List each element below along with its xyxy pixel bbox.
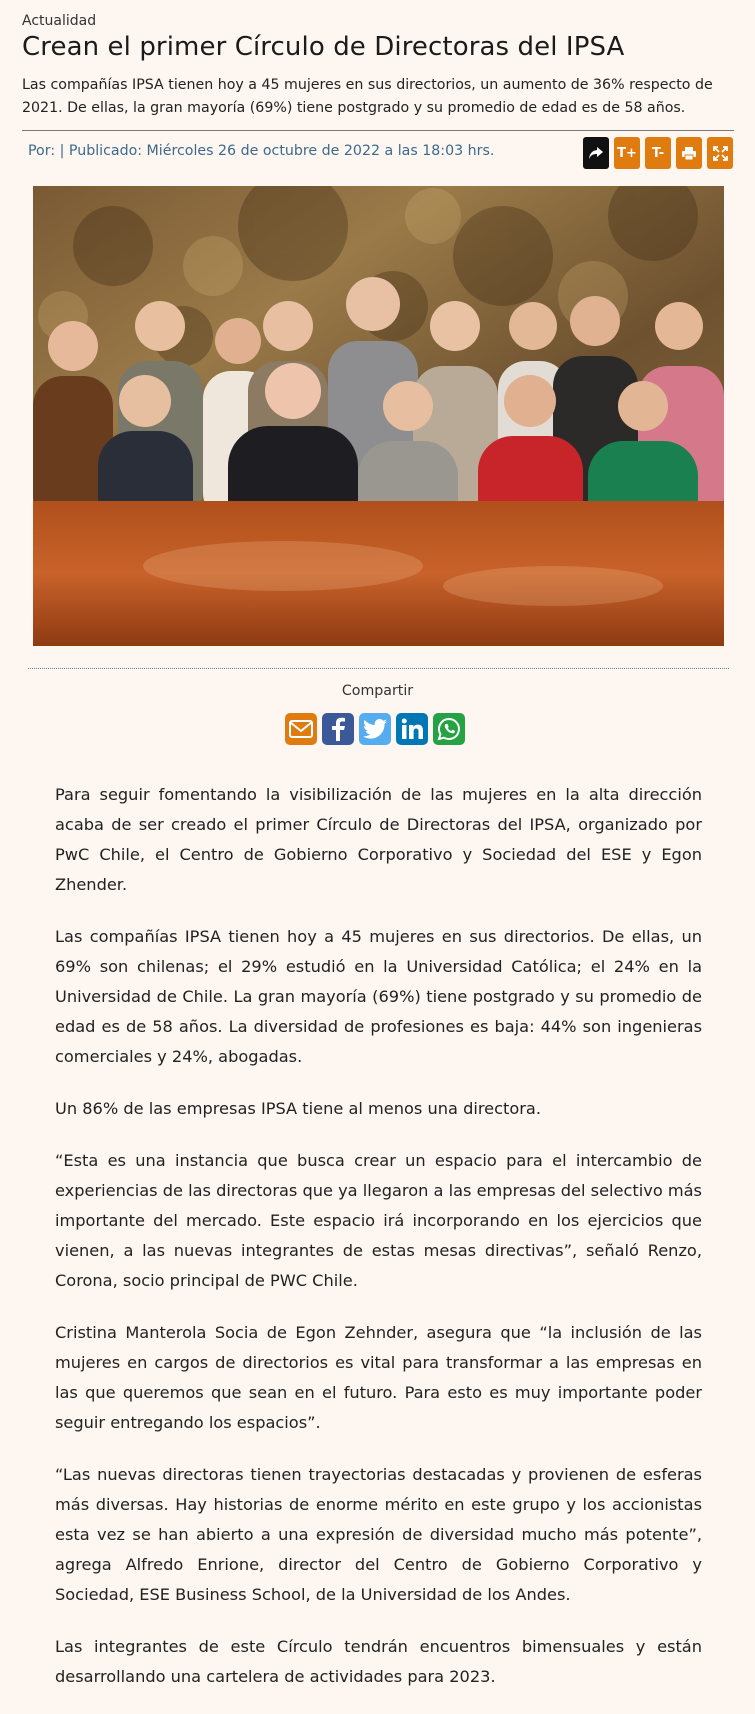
paragraph: Un 86% de las empresas IPSA tiene al menos una directora. [55,1099,541,1118]
printer-icon [681,146,697,161]
share-twitter-button[interactable] [359,713,391,745]
article-body [55,780,702,1714]
divider [22,130,734,131]
fullscreen-icon [713,146,728,161]
whatsapp-icon [437,717,461,741]
facebook-icon [331,717,345,741]
paragraph: Las integrantes de este Círculo tendrán encuentros bimensuales y están desarrollando una cartelera de actividades para 2023. [55,1637,702,1686]
font-decrease-button[interactable]: T- [645,137,671,169]
email-icon [289,720,313,738]
twitter-icon [363,719,387,739]
article-lead: Las compañías IPSA tienen hoy a 45 mujeres en sus directorios, un aumento de 36% respecto de 2021. De ellas, la gran mayoría (69%) tiene postgrado y su promedio de edad es de 58 años. [22,77,713,116]
paragraph: Las compañías IPSA tienen hoy a 45 mujeres en sus directorios. De ellas, un 69% son chilenas; el 29% estudió en la Universidad Católica; el 24% en la Universidad de Chile. La gran mayoría (69%) tiene postgrado y su promedio de edad es de 58 años. La diversidad de profesiones es baja: 44% son ingenieras comerciales y 24%, abogadas. [55,927,702,1066]
section-label[interactable]: Actualidad [22,13,97,29]
dotted-divider [28,668,729,669]
article-toolbar [583,137,733,169]
paragraph: “Las nuevas directoras tienen trayectorias destacadas y provienen de esferas más diversas. Hay historias de enorme mérito en este grupo y los accionistas esta vez se han abierto a una expresión de diversidad mucho más potente”, agrega Alfredo Enrione, director del Centro de Gobierno Corporativo y Sociedad, ESE Business School, de la Universidad de los Andes. [55,1465,702,1604]
paragraph: “Esta es una instancia que busca crear un espacio para el intercambio de experiencias de las directoras que ya llegaron a las empresas del selectivo más importante del mercado. Este espacio irá incorporando en los ejercicios que vienen, a las nuevas integrantes de estas mesas directivas”, señaló Renzo, Corona, socio principal de PWC Chile. [55,1151,702,1290]
group-photo-illustration [33,186,724,646]
fullscreen-button[interactable] [707,137,733,169]
share-email-button[interactable] [285,713,317,745]
page-title: Crean el primer Círculo de Directoras del IPSA [22,32,625,62]
share-linkedin-button[interactable] [396,713,428,745]
paragraph: Para seguir fomentando la visibilización de las mujeres en la alta dirección acaba de ser creado el primer Círculo de Directoras del IPSA, organizado por PwC Chile, el Centro de Gobierno Corporativo y Sociedad del ESE y Egon Zhender. [55,785,702,894]
font-increase-button[interactable]: T+ [614,137,640,169]
article-photo [33,186,724,646]
byline: Por: | Publicado: Miércoles 26 de octubre de 2022 a las 18:03 hrs. [28,143,495,159]
share-bar [285,713,465,745]
share-facebook-button[interactable] [322,713,354,745]
share-arrow-button[interactable] [583,137,609,169]
print-button[interactable] [676,137,702,169]
linkedin-icon [401,718,423,740]
share-arrow-icon [588,146,604,160]
paragraph: Cristina Manterola Socia de Egon Zehnder, asegura que “la inclusión de las mujeres en cargos de directorios es vital para transformar a las empresas en las que queremos que sean en el futuro. Para esto es muy importante poder seguir entregando los espacios”. [55,1323,702,1432]
share-label: Compartir [341,683,414,699]
share-whatsapp-button[interactable] [433,713,465,745]
